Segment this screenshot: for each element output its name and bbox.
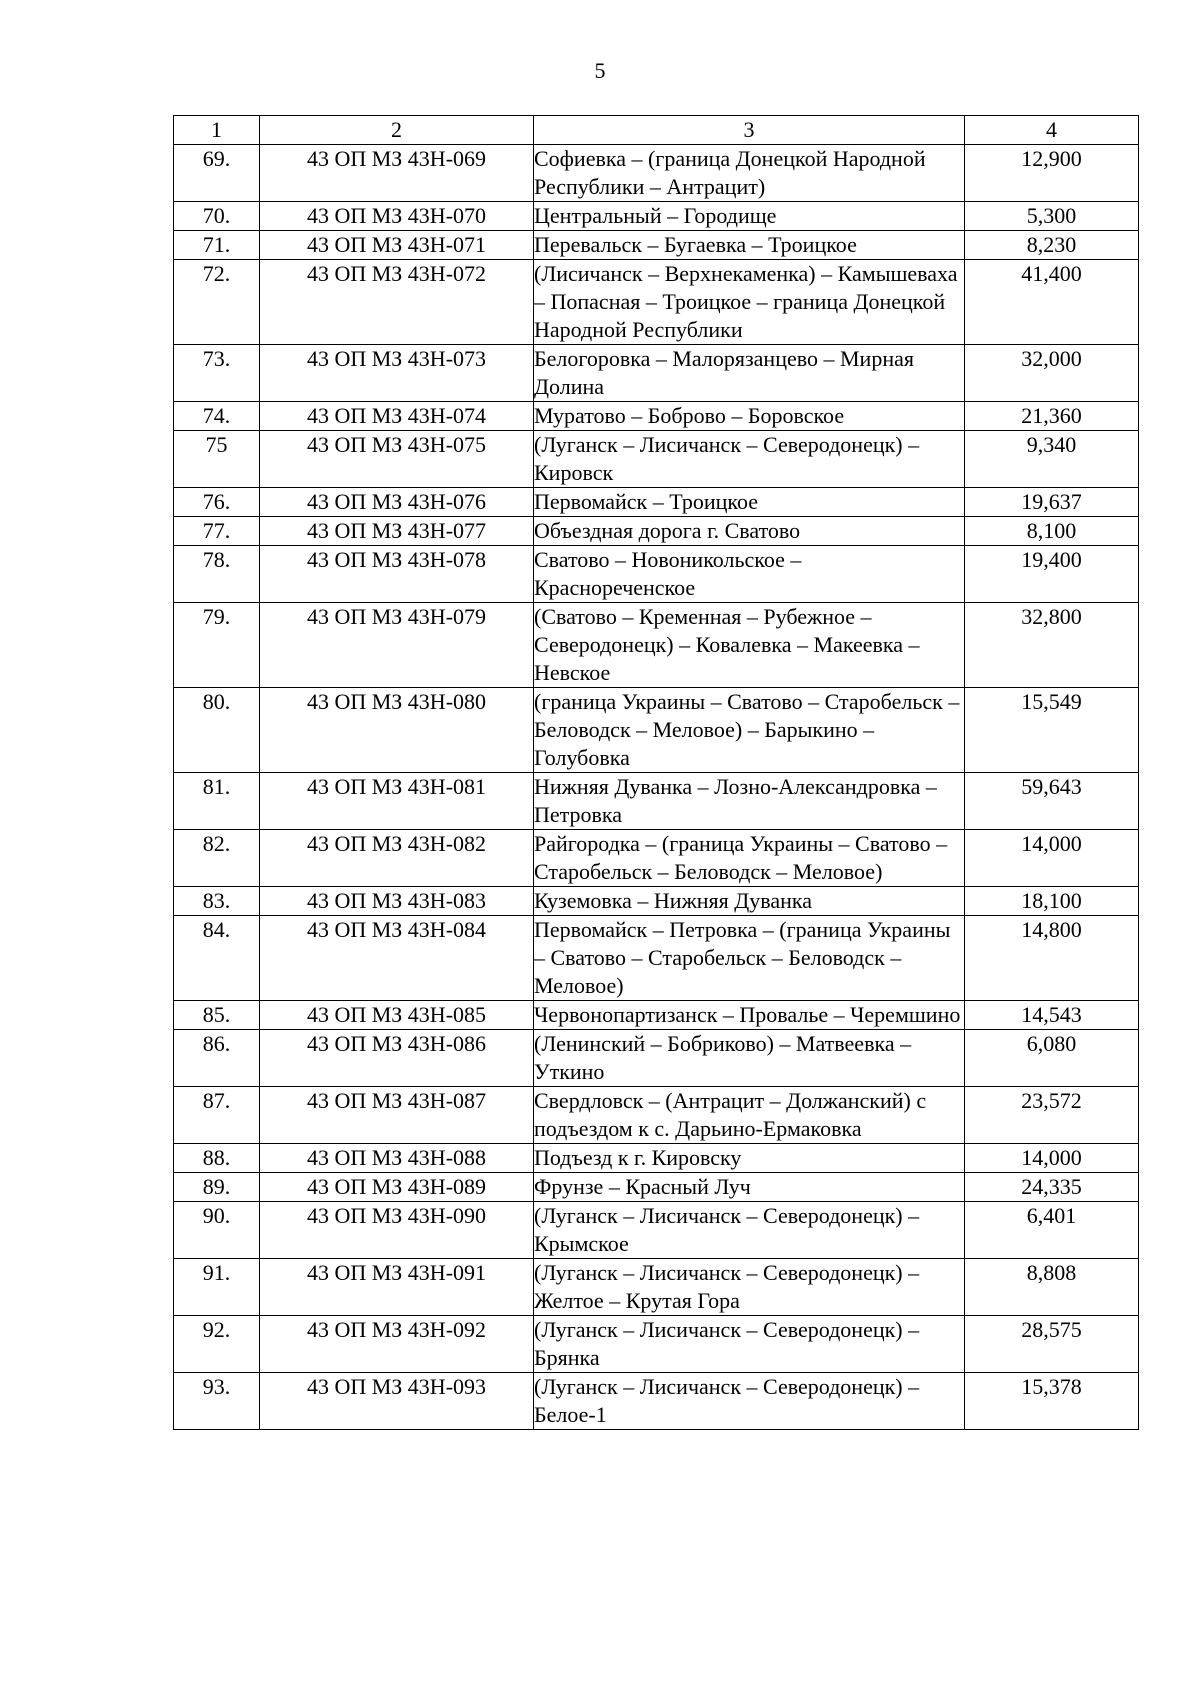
road-code-cell: 43 ОП МЗ 43Н-078 (260, 546, 534, 603)
road-code-cell: 43 ОП МЗ 43Н-069 (260, 145, 534, 202)
road-code-cell: 43 ОП МЗ 43Н-090 (260, 1202, 534, 1259)
road-code-cell: 43 ОП МЗ 43Н-085 (260, 1001, 534, 1030)
table-row (174, 546, 1139, 603)
road-name-cell: (Луганск – Лисичанск – Северодонецк) – Брянка (534, 1316, 965, 1373)
road-code-cell: 43 ОП МЗ 43Н-080 (260, 688, 534, 773)
row-number-cell: 78. (174, 546, 260, 603)
row-number-cell: 93. (174, 1373, 260, 1430)
table-row (174, 1202, 1139, 1259)
road-name-cell: Софиевка – (граница Донецкой Народной Республики – Антрацит) (534, 145, 965, 202)
roads-table (173, 115, 1139, 1430)
table-row (174, 202, 1139, 231)
road-name-cell: Белогоровка – Малорязанцево – Мирная Долина (534, 345, 965, 402)
row-number-cell: 90. (174, 1202, 260, 1259)
row-number-cell: 88. (174, 1144, 260, 1173)
table-row (174, 1373, 1139, 1430)
row-number-cell: 73. (174, 345, 260, 402)
road-length-cell: 8,100 (965, 517, 1139, 546)
road-code-cell: 43 ОП МЗ 43Н-086 (260, 1030, 534, 1087)
road-name-cell: Червонопартизанск – Провалье – Черемшино (534, 1001, 965, 1030)
road-length-cell: 19,637 (965, 488, 1139, 517)
row-number-cell: 75 (174, 431, 260, 488)
road-length-cell: 14,000 (965, 830, 1139, 887)
road-length-cell: 59,643 (965, 773, 1139, 830)
road-code-cell: 43 ОП МЗ 43Н-093 (260, 1373, 534, 1430)
road-name-cell: (граница Украины – Сватово – Старобельск – Беловодск – Меловое) – Барыкино – Голубовка (534, 688, 965, 773)
road-length-cell: 14,000 (965, 1144, 1139, 1173)
road-name-cell: (Луганск – Лисичанск – Северодонецк) – Кировск (534, 431, 965, 488)
road-length-cell: 41,400 (965, 260, 1139, 345)
road-length-cell: 23,572 (965, 1087, 1139, 1144)
column-header-2: 2 (260, 116, 534, 145)
row-number-cell: 81. (174, 773, 260, 830)
row-number-cell: 91. (174, 1259, 260, 1316)
column-header-1: 1 (174, 116, 260, 145)
road-name-cell: Центральный – Городище (534, 202, 965, 231)
row-number-cell: 92. (174, 1316, 260, 1373)
road-code-cell: 43 ОП МЗ 43Н-072 (260, 260, 534, 345)
row-number-cell: 80. (174, 688, 260, 773)
road-name-cell: Подъезд к г. Кировску (534, 1144, 965, 1173)
row-number-cell: 74. (174, 402, 260, 431)
row-number-cell: 86. (174, 1030, 260, 1087)
road-code-cell: 43 ОП МЗ 43Н-084 (260, 916, 534, 1001)
table-row (174, 916, 1139, 1001)
page-number: 5 (594, 58, 606, 83)
table-row (174, 345, 1139, 402)
road-code-cell: 43 ОП МЗ 43Н-079 (260, 603, 534, 688)
road-code-cell: 43 ОП МЗ 43Н-074 (260, 402, 534, 431)
row-number-cell: 83. (174, 887, 260, 916)
road-name-cell: Куземовка – Нижняя Дуванка (534, 887, 965, 916)
road-code-cell: 43 ОП МЗ 43Н-073 (260, 345, 534, 402)
road-name-cell: Нижняя Дуванка – Лозно-Александровка – Петровка (534, 773, 965, 830)
road-name-cell: (Лисичанск – Верхнекаменка) – Камышеваха – Попасная – Троицкое – граница Донецкой Народной Республики (534, 260, 965, 345)
road-length-cell: 15,378 (965, 1373, 1139, 1430)
road-name-cell: Свердловск – (Антрацит – Должанский) с подъездом к с. Дарьино-Ермаковка (534, 1087, 965, 1144)
table-row (174, 603, 1139, 688)
row-number-cell: 84. (174, 916, 260, 1001)
road-name-cell: (Луганск – Лисичанск – Северодонецк) – Белое-1 (534, 1373, 965, 1430)
road-length-cell: 6,401 (965, 1202, 1139, 1259)
road-code-cell: 43 ОП МЗ 43Н-087 (260, 1087, 534, 1144)
table-row (174, 1001, 1139, 1030)
road-name-cell: Перевальск – Бугаевка – Троицкое (534, 231, 965, 260)
road-code-cell: 43 ОП МЗ 43Н-088 (260, 1144, 534, 1173)
table-header-row (174, 116, 1139, 145)
road-length-cell: 14,800 (965, 916, 1139, 1001)
table-row (174, 1259, 1139, 1316)
road-length-cell: 8,230 (965, 231, 1139, 260)
road-code-cell: 43 ОП МЗ 43Н-077 (260, 517, 534, 546)
road-name-cell: (Ленинский – Бобриково) – Матвеевка – Уткино (534, 1030, 965, 1087)
road-length-cell: 19,400 (965, 546, 1139, 603)
road-length-cell: 32,800 (965, 603, 1139, 688)
column-header-3: 3 (534, 116, 965, 145)
row-number-cell: 77. (174, 517, 260, 546)
row-number-cell: 69. (174, 145, 260, 202)
road-length-cell: 8,808 (965, 1259, 1139, 1316)
row-number-cell: 70. (174, 202, 260, 231)
road-name-cell: Сватово – Новоникольское – Краснореченское (534, 546, 965, 603)
road-code-cell: 43 ОП МЗ 43Н-076 (260, 488, 534, 517)
road-code-cell: 43 ОП МЗ 43Н-071 (260, 231, 534, 260)
road-length-cell: 21,360 (965, 402, 1139, 431)
road-name-cell: (Луганск – Лисичанск – Северодонецк) – Крымское (534, 1202, 965, 1259)
row-number-cell: 85. (174, 1001, 260, 1030)
road-name-cell: Объездная дорога г. Сватово (534, 517, 965, 546)
road-length-cell: 28,575 (965, 1316, 1139, 1373)
road-code-cell: 43 ОП МЗ 43Н-082 (260, 830, 534, 887)
road-name-cell: (Сватово – Кременная – Рубежное – Северодонецк) – Ковалевка – Макеевка – Невское (534, 603, 965, 688)
road-code-cell: 43 ОП МЗ 43Н-083 (260, 887, 534, 916)
table-row (174, 830, 1139, 887)
road-length-cell: 24,335 (965, 1173, 1139, 1202)
table-row (174, 1030, 1139, 1087)
row-number-cell: 87. (174, 1087, 260, 1144)
road-name-cell: Фрунзе – Красный Луч (534, 1173, 965, 1202)
table-row (174, 1144, 1139, 1173)
table-row (174, 517, 1139, 546)
road-length-cell: 9,340 (965, 431, 1139, 488)
row-number-cell: 89. (174, 1173, 260, 1202)
road-length-cell: 12,900 (965, 145, 1139, 202)
table-row (174, 1087, 1139, 1144)
road-code-cell: 43 ОП МЗ 43Н-075 (260, 431, 534, 488)
table-row (174, 773, 1139, 830)
row-number-cell: 82. (174, 830, 260, 887)
table-row (174, 260, 1139, 345)
road-length-cell: 14,543 (965, 1001, 1139, 1030)
road-code-cell: 43 ОП МЗ 43Н-081 (260, 773, 534, 830)
table-row (174, 145, 1139, 202)
road-code-cell: 43 ОП МЗ 43Н-070 (260, 202, 534, 231)
road-name-cell: Первомайск – Петровка – (граница Украины – Сватово – Старобельск – Беловодск – Меловое) (534, 916, 965, 1001)
road-length-cell: 15,549 (965, 688, 1139, 773)
table-row (174, 1316, 1139, 1373)
road-length-cell: 32,000 (965, 345, 1139, 402)
table-row (174, 887, 1139, 916)
row-number-cell: 71. (174, 231, 260, 260)
road-length-cell: 5,300 (965, 202, 1139, 231)
row-number-cell: 76. (174, 488, 260, 517)
road-name-cell: (Луганск – Лисичанск – Северодонецк) – Желтое – Крутая Гора (534, 1259, 965, 1316)
table-row (174, 431, 1139, 488)
road-length-cell: 18,100 (965, 887, 1139, 916)
row-number-cell: 79. (174, 603, 260, 688)
table-row (174, 1173, 1139, 1202)
road-name-cell: Муратово – Боброво – Боровское (534, 402, 965, 431)
table-row (174, 488, 1139, 517)
row-number-cell: 72. (174, 260, 260, 345)
road-length-cell: 6,080 (965, 1030, 1139, 1087)
table-body (174, 145, 1139, 1430)
table-row (174, 231, 1139, 260)
road-name-cell: Первомайск – Троицкое (534, 488, 965, 517)
road-name-cell: Райгородка – (граница Украины – Сватово – Старобельск – Беловодск – Меловое) (534, 830, 965, 887)
table-row (174, 402, 1139, 431)
column-header-4: 4 (965, 116, 1139, 145)
table-row (174, 688, 1139, 773)
road-code-cell: 43 ОП МЗ 43Н-089 (260, 1173, 534, 1202)
road-code-cell: 43 ОП МЗ 43Н-091 (260, 1259, 534, 1316)
road-code-cell: 43 ОП МЗ 43Н-092 (260, 1316, 534, 1373)
